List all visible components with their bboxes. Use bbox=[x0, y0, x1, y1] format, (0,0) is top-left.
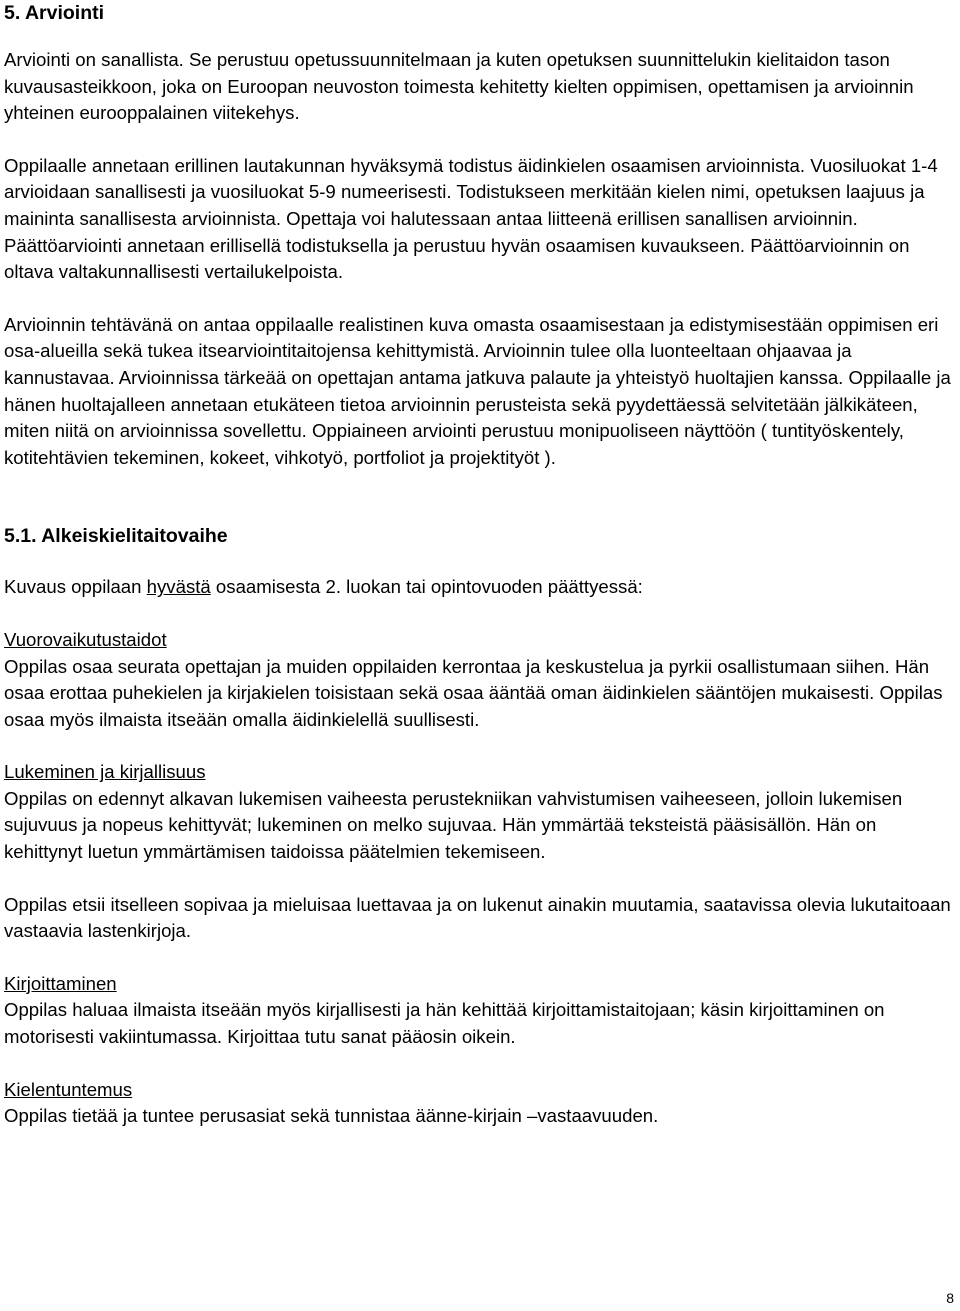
section-paragraph-2: Oppilaalle annetaan erillinen lautakunnan hyväksymä todistus äidinkielen osaamisen arvioinnista. Vuosiluokat 1-4 arvioidaan sanallisesti ja vuosiluokat 5-9 numeerisesti. Todistukseen merkitään kielen nimi, opetuksen laajuus ja maininta sanallisesta arvioinnista. Opettaja voi halutessaan antaa liitteenä erillisen sanallisen arvioinnin. Päättöarviointi annetaan erillisellä todistuksella ja perustuu hyvän osaamisen kuvaukseen. Päättöarvioinnin on oltava valtakunnallisesti vertailukelpoista. bbox=[4, 154, 938, 283]
topic-paragraph: Oppilas osaa seurata opettajan ja muiden oppilaiden kerrontaa ja keskustelua ja pyrkii osallistumaan siihen. Hän osaa erottaa puhekielen ja kirjakielen toisistaan sekä osaa ääntää oman äidinkielen sääntöjen mukaisesti. Oppilas osaa myös ilmaista itseään omalla äidinkielellä suullisesti. bbox=[4, 655, 943, 730]
section-paragraph-3: Arvioinnin tehtävänä on antaa oppilaalle realistinen kuva omasta osaamisestaan ja edistymisestään oppimisen eri osa-alueilla sekä tukea itsearviointitaitojensa kehittymistä. Arvioinnin tulee olla luonteeltaan ohjaavaa ja kannustavaa. Arvioinnissa tärkeää on opettajan antama jatkuva palaute ja yhteistyö huoltajien kanssa. Oppilaalle ja hänen huoltajalleen annetaan etukäteen tietoa arvioinnin perusteista sekä pyydettäessä selvitetään jälkikäteen, miten niitä on arvioinnissa sovellettu. Oppiaineen arviointi perustuu monipuoliseen näyttöön ( tuntityöskentely, kotitehtävien tekeminen, kokeet, vihkotyö, portfoliot ja projektityöt ). bbox=[4, 313, 951, 468]
intro-text-before: Kuvaus oppilaan bbox=[4, 576, 147, 598]
section-heading: 5. Arviointi bbox=[4, 2, 105, 24]
intro-text-after: osaamisesta 2. luokan tai opintovuoden päättyessä: bbox=[210, 576, 643, 598]
topic-paragraph: Oppilas on edennyt alkavan lukemisen vaiheesta perustekniikan vahvistumisen vaiheeseen, jolloin lukemisen sujuvuus ja nopeus kehittyvät; lukeminen on melko sujuvaa. Hän ymmärtää teksteistä pääsisällön. Hän on kehittynyt luetun ymmärtämisen taidoissa päätelmien tekemiseen. bbox=[4, 787, 903, 863]
topic-paragraph: Oppilas tietää ja tuntee perusasiat sekä tunnistaa äänne-kirjain –vastaavuuden. bbox=[4, 1105, 659, 1127]
subsection-heading: 5.1. Alkeiskielitaitovaihe bbox=[4, 525, 228, 548]
topic-paragraph: Oppilas etsii itselleen sopivaa ja mieluisaa luettavaa ja on lukenut ainakin muutamia, saatavissa olevia lukutaitoaan vastaavia lastenkirjoja. bbox=[4, 893, 951, 942]
topic-title-vuorovaikutustaidot: Vuorovaikutustaidot bbox=[4, 628, 167, 650]
subsection-intro bbox=[4, 574, 952, 601]
document-page bbox=[4, 0, 952, 1130]
intro-text-underlined: hyvästä bbox=[146, 576, 211, 598]
page-number: 8 bbox=[946, 1290, 954, 1306]
topic-paragraph: Oppilas haluaa ilmaista itseään myös kirjallisesti ja hän kehittää kirjoittamistaitojaan; käsin kirjoittaminen on motorisesti vakiintumassa. Kirjoittaa tutu sanat pääosin oikein. bbox=[4, 999, 885, 1048]
topic-title-kirjoittaminen: Kirjoittaminen bbox=[4, 972, 117, 994]
topic-title-lukeminen-ja-kirjallisuus: Lukeminen ja kirjallisuus bbox=[4, 761, 206, 783]
section-paragraph-1: Arviointi on sanallista. Se perustuu opetussuunnitelmaan ja kuten opetuksen suunnittelukin kielitaidon tason kuvausasteikkoon, joka on Euroopan neuvoston toimesta kehitetty kielten oppimisen, opettamisen ja arvioinnin yhteinen eurooppalainen viitekehys. bbox=[4, 49, 914, 124]
topic-title-kielentuntemus: Kielentuntemus bbox=[4, 1078, 133, 1100]
